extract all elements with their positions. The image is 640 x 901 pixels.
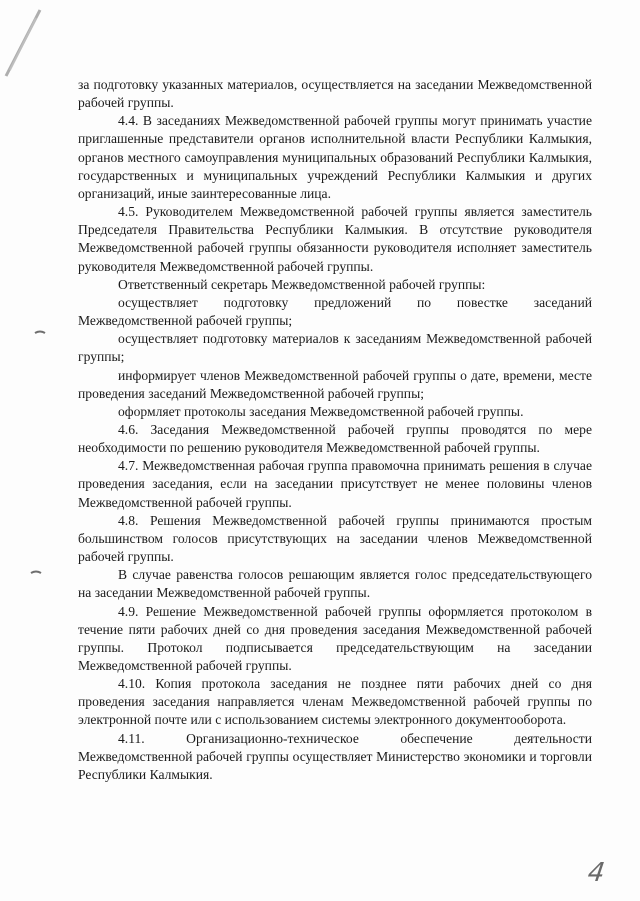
- paragraph: 4.9. Решение Межведомственной рабочей группы оформляется протоколом в течение пяти рабочих дней со дня проведения заседания Межведомственной рабочей группы. Протокол подписывается председательствующим на заседании Межведомственной рабочей группы.: [78, 603, 592, 673]
- paragraph: 4.10. Копия протокола заседания не позднее пяти рабочих дней со дня проведения заседания направляется членам Межведомственной рабочей группы по электронной почте или с использованием системы электронного документооборота.: [78, 676, 592, 728]
- hole-punch-mark-lower: [30, 570, 42, 576]
- paragraph: за подготовку указанных материалов, осуществляется на заседании Межведомственной рабочей группы.: [78, 77, 592, 111]
- paragraph: 4.4. В заседаниях Межведомственной рабочей группы могут принимать участие приглашенные представители органов исполнительной власти Республики Калмыкия, органов местного самоуправления муниципальных образований Республики Калмыкия, государственных и муниципальных учреждений Республики Калмыкия и других организаций, иные заинтересованные лица.: [78, 113, 592, 201]
- paragraph: оформляет протоколы заседания Межведомственной рабочей группы.: [118, 403, 524, 419]
- paragraph: осуществляет подготовку предложений по повестке заседаний Межведомственной рабочей группы;: [78, 294, 592, 329]
- paragraph: осуществляет подготовку материалов к заседаниям Межведомственной рабочей группы;: [78, 331, 592, 365]
- page-number: 4: [585, 858, 607, 888]
- paragraph: 4.7. Межведомственная рабочая группа правомочна принимать решения в случае проведения заседания, если на заседании присутствует не менее половины членов Межведомственной рабочей группы.: [78, 458, 592, 510]
- paragraph: Ответственный секретарь Межведомственной рабочей группы:: [118, 276, 486, 292]
- paragraph: информирует членов Межведомственной рабочей группы о дате, времени, месте проведения заседаний Межведомственной рабочей группы;: [78, 367, 592, 401]
- paragraph: 4.6. Заседания Межведомственной рабочей группы проводятся по мере необходимости по решению руководителя Межведомственной рабочей группы.: [78, 421, 592, 456]
- paragraph: 4.11. Организационно-техническое обеспечение деятельности Межведомственной рабочей группы осуществляет Министерство экономики и торговли Республики Калмыкия.: [78, 730, 592, 782]
- paragraph: 4.5. Руководителем Межведомственной рабочей группы является заместитель Председателя Правительства Республики Калмыкия. В отсутствие руководителя Межведомственной рабочей группы обязанности руководителя исполняет заместитель руководителя Межведомственной рабочей группы.: [78, 204, 592, 274]
- paragraph: В случае равенства голосов решающим является голос председательствующего на заседании Межведомственной рабочей группы.: [78, 567, 592, 601]
- document-body: [78, 76, 592, 784]
- hole-punch-mark-upper: [34, 330, 46, 336]
- paragraph: 4.8. Решения Межведомственной рабочей группы принимаются простым большинством голосов присутствующих на заседании членов Межведомственной рабочей группы.: [78, 512, 592, 565]
